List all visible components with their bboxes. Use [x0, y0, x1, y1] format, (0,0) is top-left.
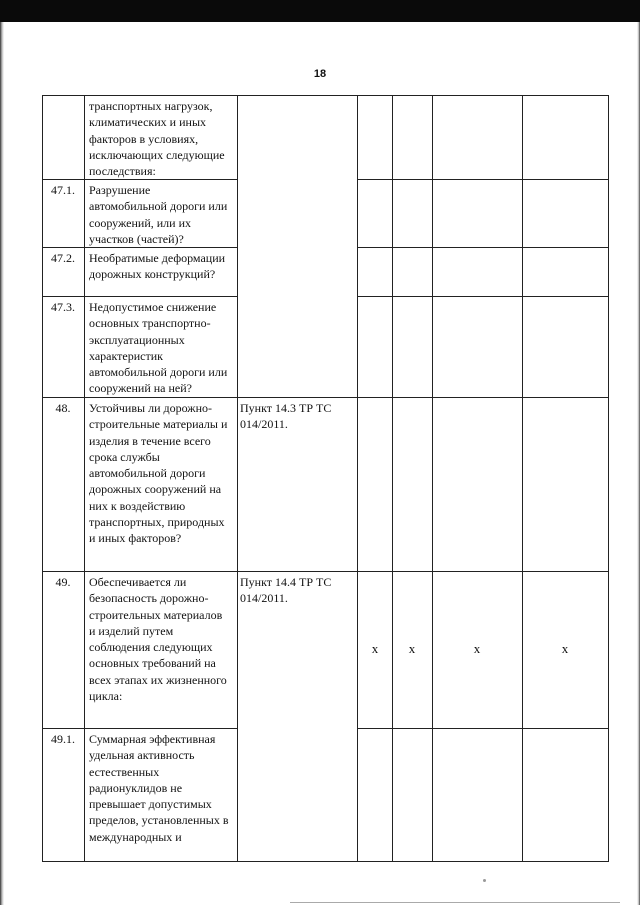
requirement-text: Суммарная эффективная удельная активность естественных радионуклидов не превышает допустимых пределов, установленных в международных и: [89, 732, 229, 844]
requirement-text: Устойчивы ли дорожно-строительные материалы и изделия в течение всего срока службы автомобильной дороги дорожных сооружений на них к воздействию транспортных, природных и иных факторов?: [89, 401, 228, 546]
scan-bottom-edge: [290, 902, 620, 903]
row-divider: [357, 728, 609, 729]
row-divider: [42, 571, 609, 572]
requirement-text: транспортных нагрузок, климатических и иных факторов в условиях, исключающих следующие последствия:: [89, 99, 225, 179]
checklist-table: [42, 95, 609, 862]
item-number: 49.1.: [51, 732, 75, 746]
col-border: [84, 95, 85, 862]
item-number: 49.: [55, 575, 71, 589]
regulation-reference: Пункт 14.3 ТР ТС 014/2011.: [240, 401, 332, 431]
page-number: 18: [313, 68, 327, 80]
col-border: [392, 95, 393, 862]
item-number: 47.1.: [51, 183, 75, 197]
requirement-text: Необратимые деформации дорожных конструкций?: [89, 251, 226, 282]
cross-mark: х: [561, 641, 569, 656]
item-number: 47.3.: [51, 300, 75, 314]
scan-left-edge: [0, 22, 4, 905]
row-divider: [357, 247, 609, 248]
col-border: [357, 95, 358, 862]
regulation-reference: Пункт 14.4 ТР ТС 014/2011.: [240, 575, 332, 605]
cross-mark: х: [408, 641, 416, 656]
requirement-text: Недопустимое снижение основных транспортно-эксплуатационных характеристик автомобильной дороги или сооружений на ней?: [89, 300, 228, 396]
table-top-border: [42, 95, 609, 96]
row-divider: [42, 728, 237, 729]
table-bottom-border: [42, 861, 609, 862]
row-divider: [357, 179, 609, 180]
requirement-text: Разрушение автомобильной дороги или сооружений, или их участков (частей)?: [89, 183, 228, 246]
row-divider: [42, 397, 609, 398]
item-number: 47.2.: [51, 251, 75, 265]
row-divider: [42, 296, 237, 297]
col-border: [237, 95, 238, 862]
col-border: [432, 95, 433, 862]
cross-mark: х: [371, 641, 379, 656]
col-border: [522, 95, 523, 862]
scan-speck: [483, 879, 486, 882]
cross-mark: х: [473, 641, 481, 656]
requirement-text: Обеспечивается ли безопасность дорожно-строительных материалов и изделий путем соблюдения следующих основных требований на всех этапах их жизненного цикла:: [89, 575, 227, 704]
scan-top-border: [0, 0, 640, 22]
col-border: [608, 95, 609, 862]
row-divider: [357, 296, 609, 297]
item-number: 48.: [55, 401, 71, 415]
